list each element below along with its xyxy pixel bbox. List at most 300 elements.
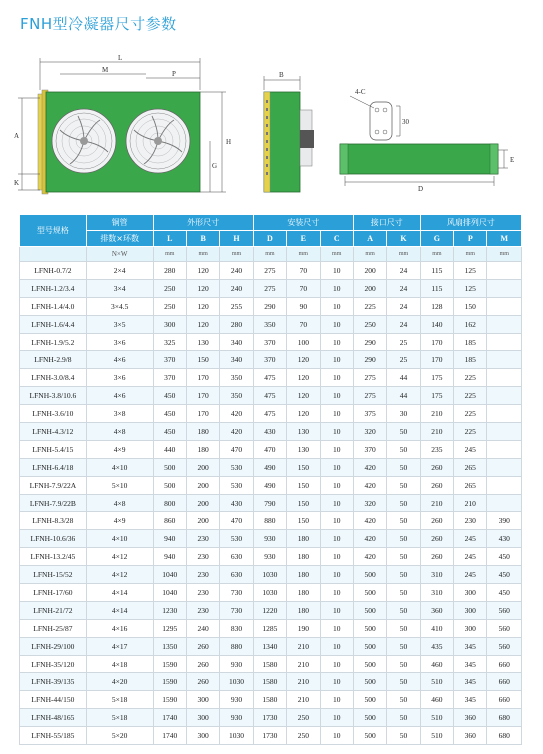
value-cell: 128 — [420, 297, 453, 315]
value-cell: 630 — [220, 566, 253, 584]
sub-header: D — [253, 231, 286, 247]
fan-right-icon — [126, 109, 190, 173]
value-cell: 150 — [287, 458, 320, 476]
unit-cell: mm — [220, 247, 253, 262]
value-cell — [487, 494, 522, 512]
value-cell: 175 — [420, 369, 453, 387]
value-cell: 260 — [186, 655, 219, 673]
value-cell: 1350 — [153, 637, 186, 655]
value-cell: 10 — [320, 297, 353, 315]
value-cell: 470 — [220, 440, 253, 458]
value-cell: 240 — [220, 279, 253, 297]
value-cell: 10 — [320, 655, 353, 673]
value-cell: 210 — [420, 405, 453, 423]
value-cell: 490 — [253, 458, 286, 476]
model-cell: LFNH-3.8/10.6 — [20, 387, 87, 405]
dim-label-K: K — [14, 179, 20, 187]
value-cell: 830 — [220, 619, 253, 637]
value-cell: 420 — [220, 405, 253, 423]
value-cell: 120 — [186, 297, 219, 315]
value-cell: 3×4.5 — [86, 297, 153, 315]
table-row — [20, 369, 522, 387]
value-cell: 940 — [153, 548, 186, 566]
value-cell: 10 — [320, 584, 353, 602]
sub-header: B — [186, 231, 219, 247]
model-cell: LFNH-39/135 — [20, 673, 87, 691]
value-cell: 162 — [454, 315, 487, 333]
value-cell: 50 — [387, 709, 420, 727]
table-row — [20, 333, 522, 351]
unit-cell: mm — [420, 247, 453, 262]
value-cell: 200 — [353, 262, 386, 280]
value-cell: 260 — [186, 637, 219, 655]
value-cell: 225 — [353, 297, 386, 315]
model-cell: LFNH-10.6/36 — [20, 530, 87, 548]
group-header-outline: 外形尺寸 — [153, 215, 253, 231]
value-cell: 255 — [220, 297, 253, 315]
table-row — [20, 262, 522, 280]
value-cell: 340 — [220, 351, 253, 369]
value-cell: 240 — [186, 619, 219, 637]
value-cell: 180 — [287, 566, 320, 584]
value-cell: 140 — [420, 315, 453, 333]
value-cell: 420 — [353, 458, 386, 476]
value-cell: 10 — [320, 709, 353, 727]
value-cell: 420 — [353, 548, 386, 566]
table-row — [20, 458, 522, 476]
value-cell: 225 — [454, 369, 487, 387]
value-cell: 300 — [454, 584, 487, 602]
value-cell: 300 — [454, 619, 487, 637]
value-cell: 10 — [320, 673, 353, 691]
value-cell: 245 — [454, 548, 487, 566]
table-row — [20, 601, 522, 619]
model-cell: LFNH-15/52 — [20, 566, 87, 584]
value-cell: 1285 — [253, 619, 286, 637]
value-cell: 430 — [220, 494, 253, 512]
value-cell: 50 — [387, 601, 420, 619]
value-cell: 210 — [287, 655, 320, 673]
value-cell: 370 — [153, 351, 186, 369]
value-cell: 510 — [420, 727, 453, 745]
value-cell: 1295 — [153, 619, 186, 637]
table-row — [20, 709, 522, 727]
dim-label-L: L — [118, 54, 123, 62]
value-cell: 230 — [454, 512, 487, 530]
model-cell: LFNH-17/60 — [20, 584, 87, 602]
value-cell: 10 — [320, 315, 353, 333]
value-cell: 3×6 — [86, 333, 153, 351]
fan-left-icon — [52, 109, 116, 173]
value-cell: 1220 — [253, 601, 286, 619]
model-cell: LFNH-48/165 — [20, 709, 87, 727]
value-cell: 115 — [420, 262, 453, 280]
model-cell: LFNH-21/72 — [20, 601, 87, 619]
value-cell: 170 — [186, 369, 219, 387]
value-cell: 360 — [420, 601, 453, 619]
value-cell: 4×16 — [86, 619, 153, 637]
value-cell: 3×8 — [86, 405, 153, 423]
model-cell: LFNH-13.2/45 — [20, 548, 87, 566]
value-cell: 475 — [253, 369, 286, 387]
value-cell: 560 — [487, 601, 522, 619]
value-cell: 225 — [454, 405, 487, 423]
base-view-drawing — [340, 88, 514, 193]
value-cell: 4×6 — [86, 351, 153, 369]
model-cell: LFNH-6.4/18 — [20, 458, 87, 476]
table-row — [20, 530, 522, 548]
value-cell: 4×18 — [86, 655, 153, 673]
value-cell: 10 — [320, 512, 353, 530]
value-cell: 510 — [420, 709, 453, 727]
front-view-drawing — [14, 54, 231, 194]
value-cell: 4×17 — [86, 637, 153, 655]
value-cell: 10 — [320, 387, 353, 405]
value-cell: 90 — [287, 297, 320, 315]
value-cell: 210 — [454, 494, 487, 512]
value-cell: 375 — [353, 405, 386, 423]
value-cell: 360 — [454, 709, 487, 727]
value-cell: 290 — [253, 297, 286, 315]
value-cell: 10 — [320, 548, 353, 566]
unit-cell: mm — [153, 247, 186, 262]
value-cell: 390 — [487, 512, 522, 530]
group-header-fan: 风扇排列尺寸 — [420, 215, 521, 231]
table-row — [20, 297, 522, 315]
value-cell: 4×9 — [86, 512, 153, 530]
sub-header: P — [454, 231, 487, 247]
value-cell: 200 — [186, 494, 219, 512]
spec-table — [19, 214, 522, 745]
model-cell: LFNH-4.3/12 — [20, 423, 87, 441]
model-cell: LFNH-1.9/5.2 — [20, 333, 87, 351]
value-cell: 510 — [420, 673, 453, 691]
value-cell: 180 — [287, 530, 320, 548]
table-row — [20, 691, 522, 709]
value-cell: 500 — [153, 458, 186, 476]
value-cell: 500 — [353, 637, 386, 655]
unit-cell: mm — [287, 247, 320, 262]
value-cell: 320 — [353, 423, 386, 441]
value-cell: 24 — [387, 297, 420, 315]
page-title: FNH型冷凝器尺寸参数 — [20, 15, 177, 33]
value-cell: 345 — [454, 673, 487, 691]
value-cell: 340 — [220, 333, 253, 351]
value-cell: 10 — [320, 476, 353, 494]
value-cell: 310 — [420, 584, 453, 602]
value-cell: 24 — [387, 315, 420, 333]
value-cell: 50 — [387, 494, 420, 512]
value-cell: 70 — [287, 279, 320, 297]
sub-header: G — [420, 231, 453, 247]
dim-label-G: G — [212, 162, 218, 170]
value-cell: 260 — [420, 458, 453, 476]
sub-header: L — [153, 231, 186, 247]
table-row — [20, 423, 522, 441]
value-cell — [487, 333, 522, 351]
unit-cell: N×W — [86, 247, 153, 262]
value-cell: 4×8 — [86, 423, 153, 441]
model-cell: LFNH-55/185 — [20, 727, 87, 745]
value-cell: 150 — [454, 297, 487, 315]
model-cell: LFNH-25/87 — [20, 619, 87, 637]
value-cell: 5×18 — [86, 709, 153, 727]
value-cell: 320 — [353, 494, 386, 512]
value-cell: 50 — [387, 655, 420, 673]
value-cell: 1230 — [153, 601, 186, 619]
value-cell: 420 — [353, 476, 386, 494]
value-cell: 430 — [487, 530, 522, 548]
value-cell: 450 — [153, 405, 186, 423]
value-cell: 50 — [387, 512, 420, 530]
value-cell: 4×9 — [86, 440, 153, 458]
value-cell: 300 — [454, 601, 487, 619]
value-cell: 150 — [287, 512, 320, 530]
value-cell: 200 — [186, 512, 219, 530]
value-cell: 490 — [253, 476, 286, 494]
value-cell: 325 — [153, 333, 186, 351]
value-cell: 1730 — [253, 727, 286, 745]
value-cell: 10 — [320, 727, 353, 745]
value-cell: 50 — [387, 673, 420, 691]
table-row — [20, 512, 522, 530]
value-cell: 860 — [153, 512, 186, 530]
value-cell: 10 — [320, 279, 353, 297]
table-row — [20, 476, 522, 494]
value-cell: 280 — [153, 262, 186, 280]
value-cell: 120 — [287, 369, 320, 387]
value-cell — [487, 387, 522, 405]
value-cell: 500 — [353, 691, 386, 709]
value-cell: 4×12 — [86, 566, 153, 584]
value-cell — [487, 279, 522, 297]
value-cell: 25 — [387, 351, 420, 369]
value-cell — [487, 262, 522, 280]
model-cell: LFNH-1.4/4.0 — [20, 297, 87, 315]
value-cell: 300 — [186, 727, 219, 745]
value-cell — [487, 440, 522, 458]
value-cell: 450 — [487, 548, 522, 566]
value-cell: 4×10 — [86, 458, 153, 476]
unit-cell: mm — [487, 247, 522, 262]
model-cell: LFNH-1.6/4.4 — [20, 315, 87, 333]
value-cell: 350 — [220, 387, 253, 405]
value-cell: 265 — [454, 476, 487, 494]
value-cell: 230 — [186, 548, 219, 566]
value-cell: 260 — [420, 548, 453, 566]
value-cell: 440 — [153, 440, 186, 458]
value-cell: 420 — [220, 423, 253, 441]
value-cell: 175 — [420, 387, 453, 405]
model-cell: LFNH-8.3/28 — [20, 512, 87, 530]
value-cell: 50 — [387, 566, 420, 584]
value-cell: 470 — [220, 512, 253, 530]
table-row — [20, 727, 522, 745]
value-cell: 120 — [186, 262, 219, 280]
value-cell: 200 — [186, 476, 219, 494]
value-cell: 1040 — [153, 566, 186, 584]
sub-header: 排数×环数 — [86, 231, 153, 247]
value-cell: 1030 — [220, 727, 253, 745]
model-cell: LFNH-7.9/22A — [20, 476, 87, 494]
dim-label-B: B — [279, 71, 284, 79]
unit-cell: mm — [253, 247, 286, 262]
value-cell: 5×18 — [86, 691, 153, 709]
group-header-tube: 铜管 — [86, 215, 153, 231]
value-cell: 930 — [253, 530, 286, 548]
value-cell: 630 — [220, 548, 253, 566]
value-cell: 180 — [186, 423, 219, 441]
sub-header: K — [387, 231, 420, 247]
value-cell: 50 — [387, 458, 420, 476]
table-row — [20, 673, 522, 691]
value-cell: 1730 — [253, 709, 286, 727]
value-cell: 880 — [253, 512, 286, 530]
value-cell: 310 — [420, 566, 453, 584]
value-cell: 3×4 — [86, 279, 153, 297]
value-cell: 4×6 — [86, 387, 153, 405]
value-cell: 500 — [153, 476, 186, 494]
table-row — [20, 405, 522, 423]
value-cell: 250 — [287, 709, 320, 727]
value-cell: 120 — [287, 387, 320, 405]
value-cell: 1740 — [153, 727, 186, 745]
sub-header: A — [353, 231, 386, 247]
value-cell: 430 — [253, 423, 286, 441]
value-cell: 450 — [153, 387, 186, 405]
value-cell: 235 — [420, 440, 453, 458]
model-cell: LFNH-7.9/22B — [20, 494, 87, 512]
value-cell: 5×10 — [86, 476, 153, 494]
unit-cell: mm — [387, 247, 420, 262]
value-cell: 10 — [320, 494, 353, 512]
value-cell: 210 — [420, 423, 453, 441]
model-cell: LFNH-29/100 — [20, 637, 87, 655]
value-cell: 210 — [287, 691, 320, 709]
value-cell: 940 — [153, 530, 186, 548]
value-cell: 10 — [320, 351, 353, 369]
value-cell: 245 — [454, 530, 487, 548]
value-cell: 660 — [487, 655, 522, 673]
value-cell: 370 — [153, 369, 186, 387]
value-cell: 130 — [287, 440, 320, 458]
value-cell: 1340 — [253, 637, 286, 655]
value-cell: 1030 — [253, 566, 286, 584]
value-cell: 44 — [387, 387, 420, 405]
value-cell: 370 — [253, 351, 286, 369]
unit-cell: mm — [454, 247, 487, 262]
value-cell: 10 — [320, 440, 353, 458]
value-cell: 230 — [186, 566, 219, 584]
value-cell: 240 — [220, 262, 253, 280]
value-cell: 170 — [420, 351, 453, 369]
value-cell: 1590 — [153, 655, 186, 673]
value-cell: 10 — [320, 333, 353, 351]
value-cell: 10 — [320, 530, 353, 548]
value-cell: 230 — [186, 601, 219, 619]
value-cell: 275 — [253, 262, 286, 280]
value-cell: 370 — [253, 333, 286, 351]
value-cell: 500 — [353, 673, 386, 691]
value-cell: 200 — [186, 458, 219, 476]
group-header-connection: 接口尺寸 — [353, 215, 420, 231]
value-cell: 170 — [186, 405, 219, 423]
value-cell: 260 — [420, 512, 453, 530]
value-cell: 4×8 — [86, 494, 153, 512]
table-row — [20, 548, 522, 566]
value-cell: 185 — [454, 333, 487, 351]
model-cell: LFNH-3.0/8.4 — [20, 369, 87, 387]
dim-label-30: 30 — [402, 118, 409, 126]
value-cell — [487, 297, 522, 315]
value-cell: 275 — [353, 387, 386, 405]
value-cell: 50 — [387, 530, 420, 548]
value-cell: 10 — [320, 458, 353, 476]
value-cell: 100 — [287, 333, 320, 351]
side-view-drawing — [264, 71, 314, 192]
value-cell: 460 — [420, 691, 453, 709]
value-cell: 50 — [387, 440, 420, 458]
value-cell: 500 — [353, 655, 386, 673]
value-cell: 450 — [487, 566, 522, 584]
value-cell: 230 — [186, 584, 219, 602]
value-cell: 360 — [454, 727, 487, 745]
value-cell: 250 — [153, 279, 186, 297]
value-cell: 70 — [287, 262, 320, 280]
value-cell: 260 — [420, 530, 453, 548]
value-cell: 345 — [454, 655, 487, 673]
value-cell: 1590 — [153, 691, 186, 709]
value-cell: 115 — [420, 279, 453, 297]
value-cell: 450 — [153, 423, 186, 441]
value-cell: 350 — [253, 315, 286, 333]
table-row — [20, 315, 522, 333]
dim-label-H: H — [226, 138, 232, 146]
value-cell: 290 — [353, 333, 386, 351]
table-row — [20, 566, 522, 584]
value-cell: 1580 — [253, 691, 286, 709]
value-cell: 25 — [387, 333, 420, 351]
value-cell: 470 — [253, 440, 286, 458]
value-cell: 260 — [420, 476, 453, 494]
value-cell: 4×10 — [86, 530, 153, 548]
value-cell: 250 — [153, 297, 186, 315]
value-cell: 260 — [186, 673, 219, 691]
table-row — [20, 279, 522, 297]
value-cell: 500 — [353, 584, 386, 602]
value-cell: 130 — [287, 423, 320, 441]
sub-header: H — [220, 231, 253, 247]
value-cell: 245 — [454, 566, 487, 584]
model-cell: LFNH-3.6/10 — [20, 405, 87, 423]
value-cell: 4×14 — [86, 584, 153, 602]
table-row — [20, 584, 522, 602]
value-cell: 10 — [320, 619, 353, 637]
value-cell: 475 — [253, 387, 286, 405]
value-cell — [487, 369, 522, 387]
value-cell: 50 — [387, 619, 420, 637]
value-cell: 150 — [186, 351, 219, 369]
value-cell: 210 — [420, 494, 453, 512]
value-cell: 50 — [387, 691, 420, 709]
value-cell: 450 — [487, 584, 522, 602]
value-cell — [487, 423, 522, 441]
value-cell: 245 — [454, 440, 487, 458]
value-cell: 500 — [353, 727, 386, 745]
dim-label-P: P — [172, 70, 176, 78]
value-cell: 370 — [353, 440, 386, 458]
value-cell: 230 — [186, 530, 219, 548]
